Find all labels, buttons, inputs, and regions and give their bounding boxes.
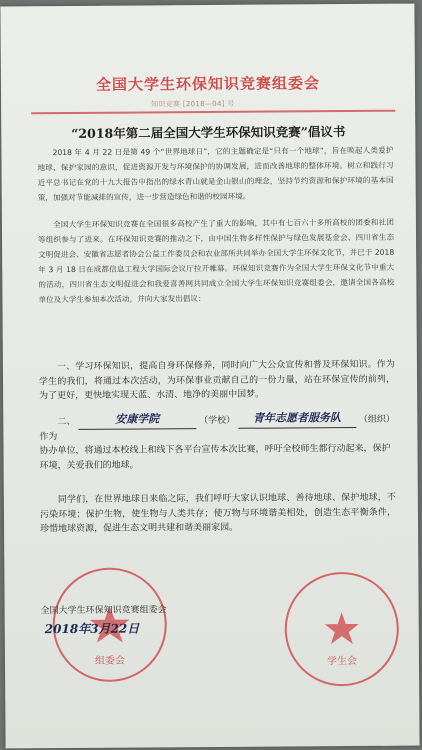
header-divider [31,110,395,114]
student-union-seal [284,572,399,687]
signing-organization: 全国大学生环保知识竞赛组委会 [40,605,167,617]
point-two-prefix: 二、 [57,416,76,428]
organizer-seal-label: 组委会 [94,655,126,667]
student-union-seal-label: 学生会 [326,655,358,668]
paragraph-point-two [39,411,395,473]
point-two-body: 协办单位，将通过本校线上和线下各平台宣传本次比赛，呼吁全校师生都行动起来，保护环境，关爱我们的地球。 [39,443,391,471]
issuer-header: 全国大学生环保知识竞赛组委会 [95,74,321,94]
paragraph-background: 全国大学生环保知识竞赛在全国很多高校产生了重大的影响，其中有七百六十多所高校的团委和社团等组织参与了进来。在环保知识竞赛的推动之下，由中国生物多样性保护与绿色发展基金会、四川省生态文明促进会、安徽省志愿者协会公益工作委员会和农业部所共同举办全国大学生环保文化节，并已于 2018 年 3 月 18 日在成都信息工程大学国际会议厅拉开帷幕。环保知识竞赛作为全国大学生环保文化节中重大的活动，四川省生态文明促进会和我爱喜善网共同成立全国大学生环保知识竞赛组委会，邀请全国各高校单位及大学生参加本次活动，并向大家发出倡议： [38,217,395,305]
handwritten-school: 安康学院 [115,412,160,426]
organization-fill-line [238,411,356,428]
student-union-seal-star-icon [286,574,397,685]
paragraph-point-one: 一、学习环保知识，提高自身环保修养，同时向广大公众宣传和普及环保知识。作为学生的我们，将通过本次活动，为环保事业贡献自己的一份力量，站在环保宣传的前列，为了更好，更快地实现天蓝、水清、地净的美丽中国梦。 [39,359,396,402]
paragraph-closing: 同学们，在世界地球日来临之际，我们呼吁大家认识地球、善待地球、保护地球，不污染环境；保护生物，使生物与人类共存；使万物与环境谐美相处，创造生态平衡条件，珍惜地球资源，促进生态文明共建和谐美丽家园。 [39,492,396,535]
document-number: 知识竞赛 [2018—04] 号 [151,99,235,109]
paragraph-intro: 2018 年 4 月 22 日是第 49 个“世界地球日”，它的主题确定是“只有一个地球”，旨在唤起人类爱护地球、保护家园的意识，促进资源开发与环境保护的协调发展，进而改善地球的整体环境。树立和践行习近平总书记在党的十九大报告中指出的绿水青山就是金山银山的理念，坚持节约资源和保护环境的基本国策，加强对节能减排的宣传，进一步营造绿色和谐的校园环境。 [37,145,394,203]
document-title: “2018年第二届全国大学生环保知识竞赛”倡议书 [71,124,346,141]
school-suffix: （学校） [199,415,236,427]
handwritten-date: 2018年3月22日 [44,621,140,637]
document-page [0,4,419,749]
handwritten-organization: 青年志愿者服务队 [252,411,341,425]
organization-suffix: （组织）作为 [39,414,395,442]
school-fill-line [78,412,196,429]
